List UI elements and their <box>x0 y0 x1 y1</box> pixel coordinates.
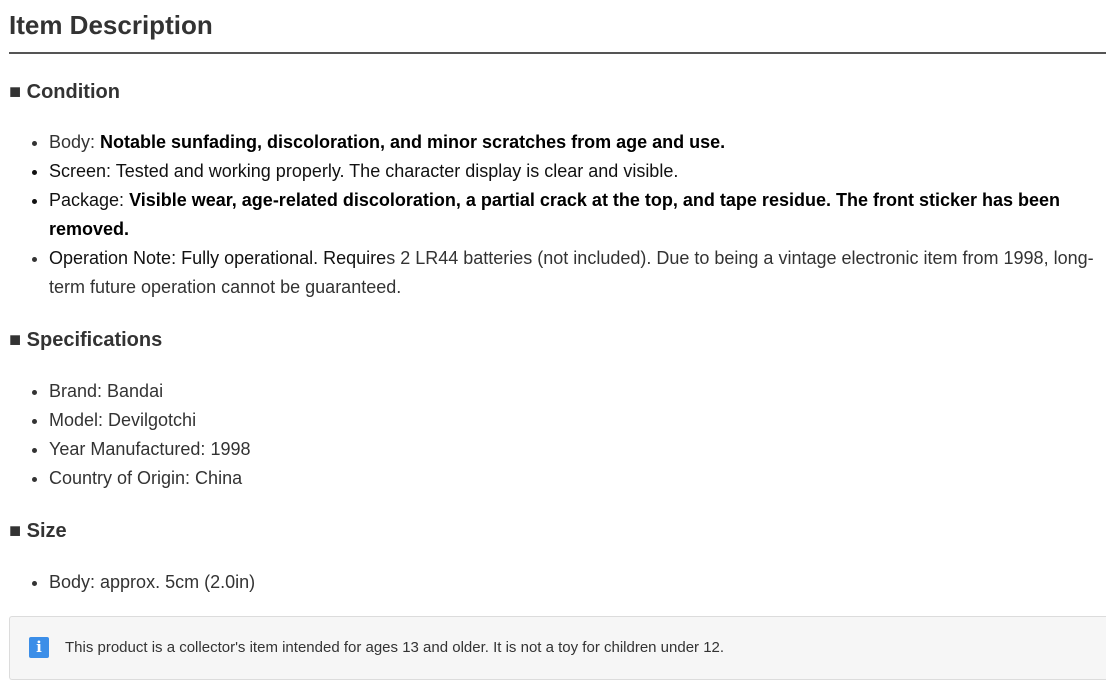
list-item: • Model: Devilgotchi <box>49 406 1099 435</box>
list-item <box>49 186 1099 244</box>
condition-screen-text: Tested and working properly. The character display is clear and visible. <box>115 161 679 181</box>
condition-body-label: Body: <box>49 132 101 152</box>
condition-operation-text: s 2 LR44 batteries (not included). Due to being a vintage electronic item from 1998, long-term future operation cannot be guaranteed. <box>49 248 1094 297</box>
list-item <box>49 157 1099 186</box>
specifications-list <box>9 377 1099 493</box>
list-item: • Year Manufactured: 1998 <box>49 435 1099 464</box>
size-list <box>9 568 1099 597</box>
size-heading: ■ Size <box>9 520 67 542</box>
age-notice-text: This product is a collector's item intended for ages 13 and older. It is not a toy for children under 12. <box>65 639 725 656</box>
age-notice-box <box>9 616 1106 680</box>
condition-heading: ■ Condition <box>9 81 120 103</box>
condition-body-text: Notable sunfading, discoloration, and minor scratches from age and use. <box>100 132 726 152</box>
page-title: Item Description <box>9 10 213 40</box>
condition-screen-label: Screen: <box>49 161 116 181</box>
list-item: • Country of Origin: China <box>49 464 1099 493</box>
specifications-heading: ■ Specifications <box>9 329 163 351</box>
condition-operation-text-dark: Fully operational. Require <box>181 248 387 268</box>
list-item: • Brand: Bandai <box>49 377 1099 406</box>
condition-package-text: Visible wear, age-related discoloration, a partial crack at the top, and tape residue. The front sticker has been removed. <box>49 190 1061 239</box>
info-icon: i <box>29 637 49 658</box>
condition-list <box>9 128 1099 302</box>
condition-operation-label: Operation Note: <box>49 248 182 268</box>
list-item <box>49 128 1099 157</box>
title-divider <box>9 52 1106 54</box>
condition-package-label: Package: <box>49 190 130 210</box>
list-item: • Body: approx. 5cm (2.0in) <box>49 568 1099 597</box>
list-item <box>49 244 1099 302</box>
